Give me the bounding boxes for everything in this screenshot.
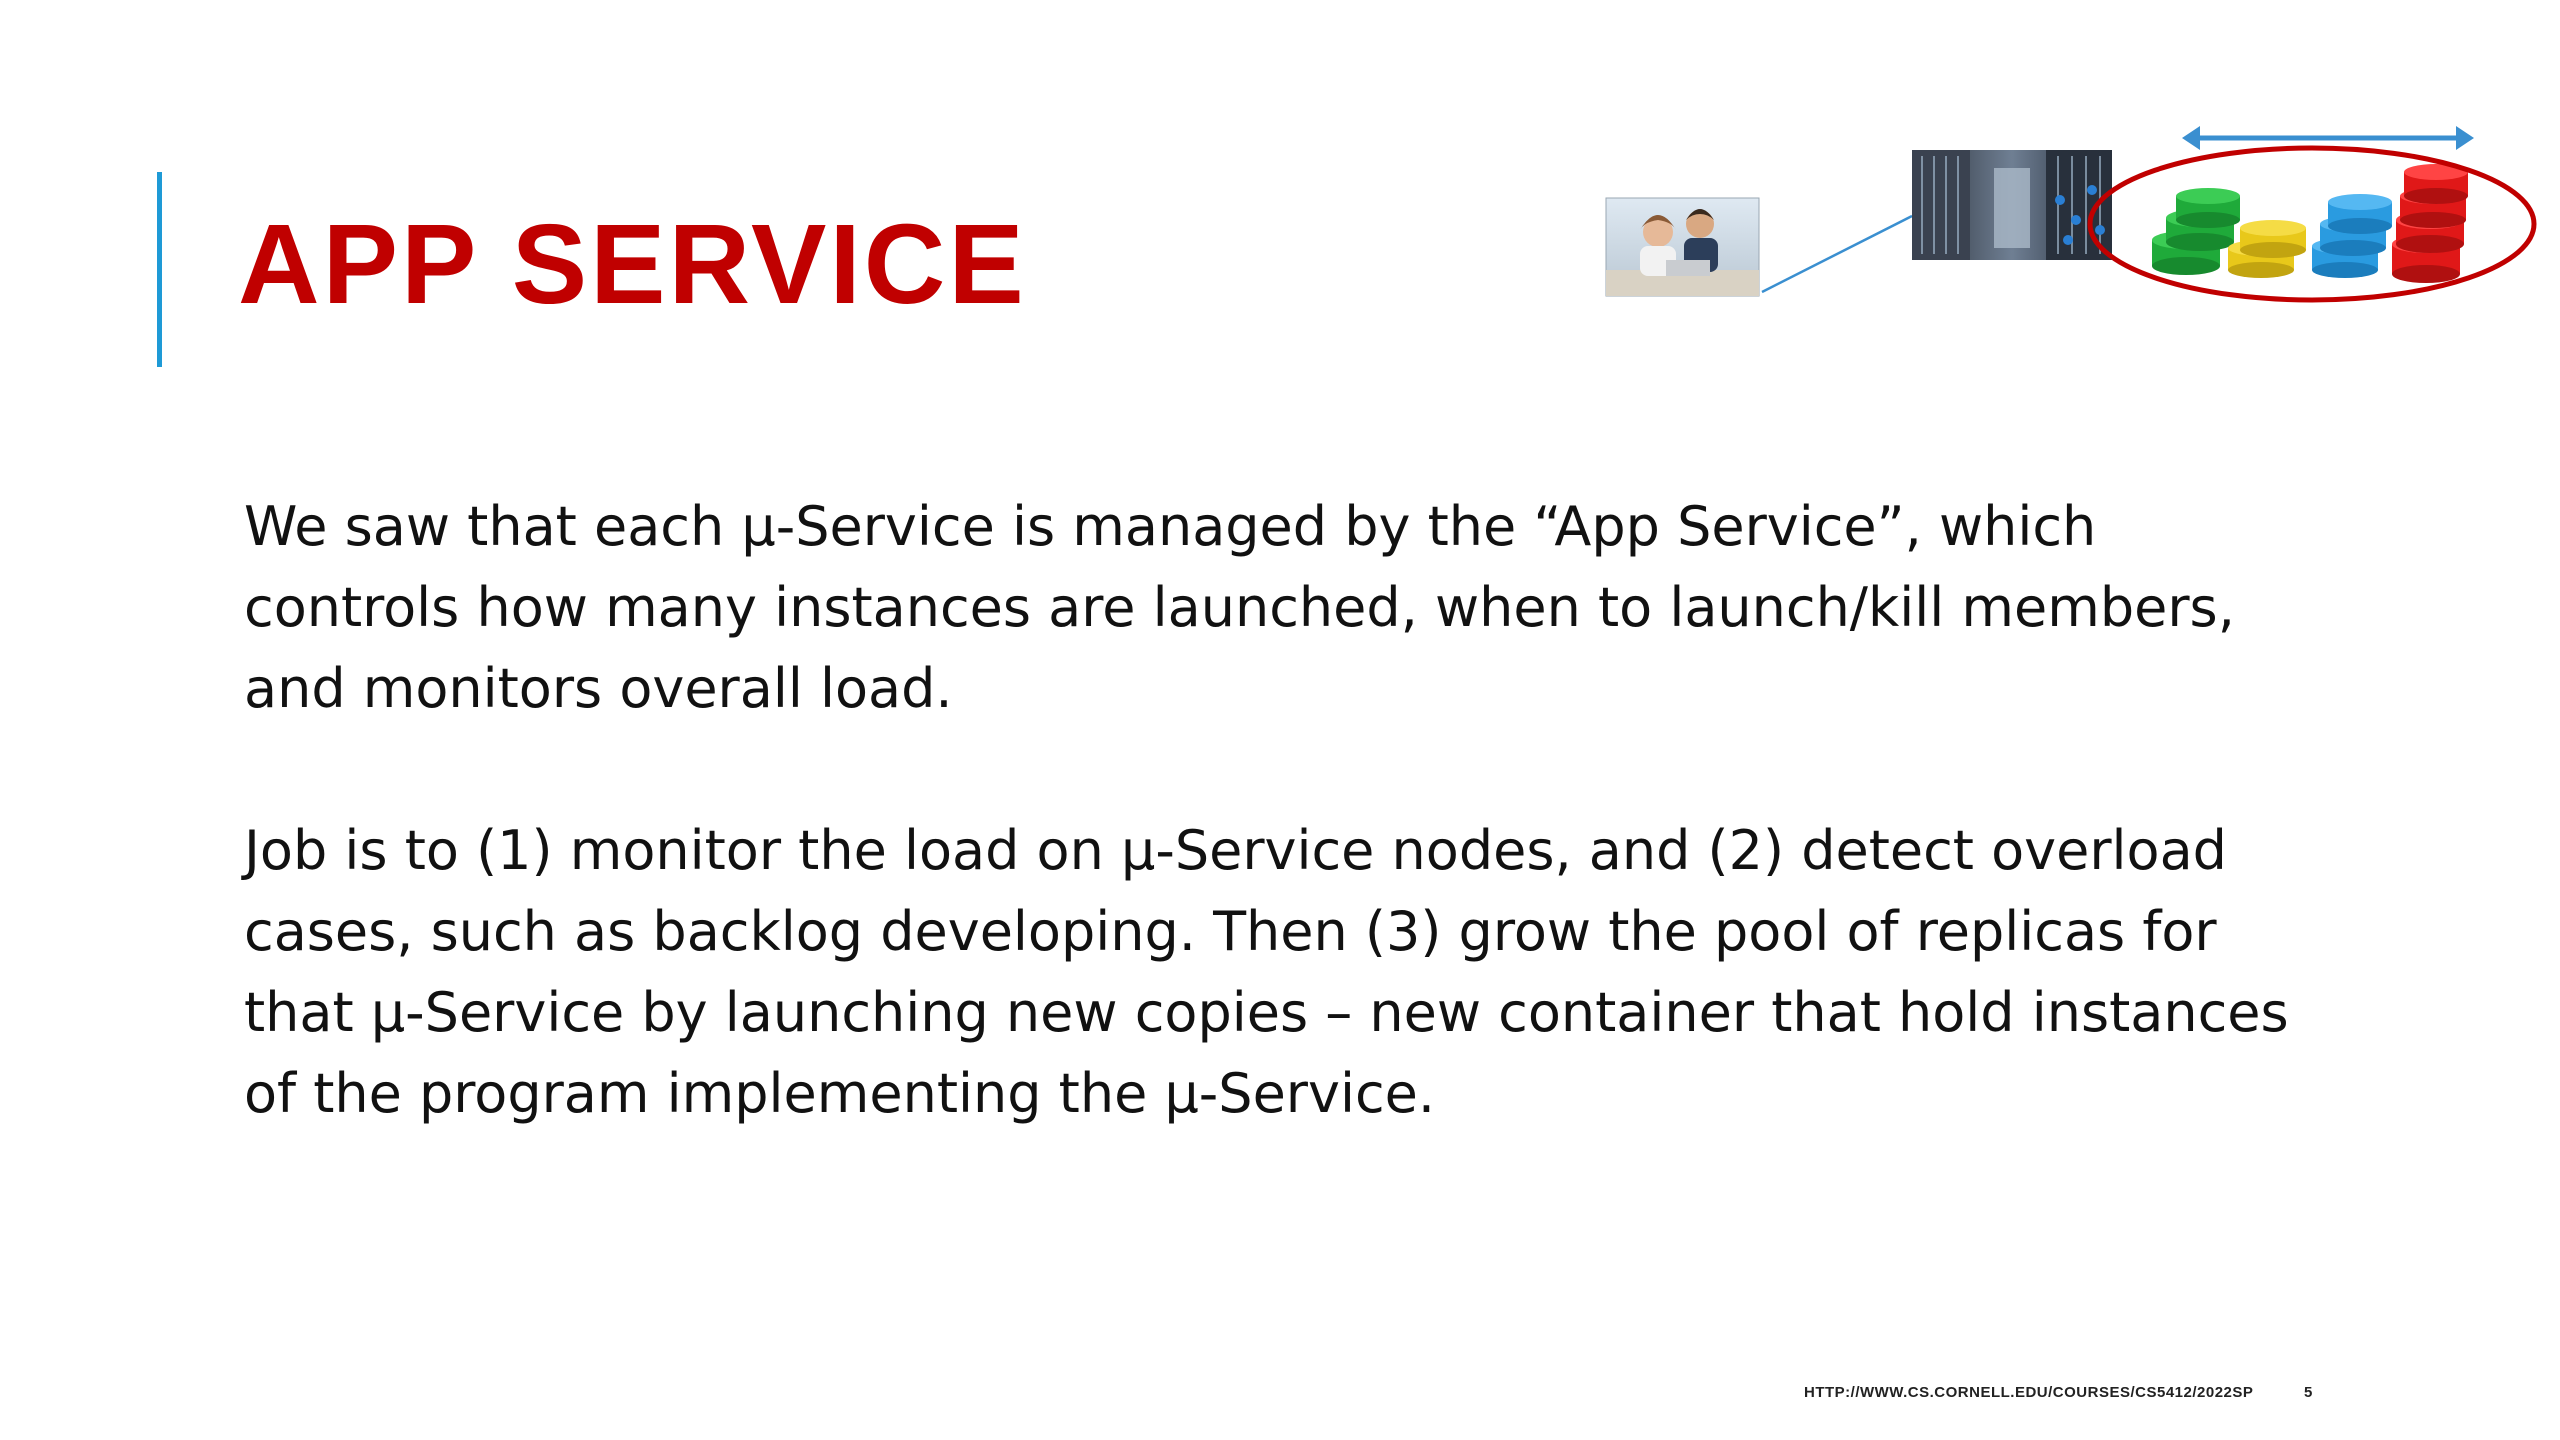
blue-replica-stack xyxy=(2312,194,2392,278)
red-replica-stack xyxy=(2392,164,2468,283)
slide-title: APP SERVICE xyxy=(238,201,1027,327)
green-replica-stack xyxy=(2152,188,2240,275)
body-line: controls how many instances are launched, when to launch/kill members, xyxy=(244,576,2235,639)
connector-line xyxy=(1762,216,1912,292)
body-line: that μ-Service by launching new copies – new container that hold instances xyxy=(244,981,2289,1044)
body-line: Job is to (1) monitor the load on μ-Service nodes, and (2) detect overload xyxy=(244,819,2227,882)
highlight-ellipse xyxy=(2090,148,2534,300)
architecture-illustration xyxy=(1600,120,2560,310)
yellow-replica-stack xyxy=(2228,220,2306,278)
paragraph-spacer xyxy=(244,729,2484,810)
body-line: We saw that each μ-Service is managed by the “App Service”, which xyxy=(244,495,2097,558)
datacenter-photo xyxy=(1912,150,2112,260)
footer-url: HTTP://WWW.CS.CORNELL.EDU/COURSES/CS5412/2022SP xyxy=(1804,1384,2254,1401)
slide-body xyxy=(244,486,2484,1134)
body-line: and monitors overall load. xyxy=(244,657,953,720)
title-accent-bar xyxy=(157,172,162,367)
page-number: 5 xyxy=(2304,1384,2313,1401)
body-line: cases, such as backlog developing. Then (3) grow the pool of replicas for xyxy=(244,900,2217,963)
users-photo xyxy=(1606,198,1759,296)
message-bus-label: Message bus xyxy=(2290,139,2362,153)
body-line: of the program implementing the μ-Service. xyxy=(244,1062,1436,1125)
